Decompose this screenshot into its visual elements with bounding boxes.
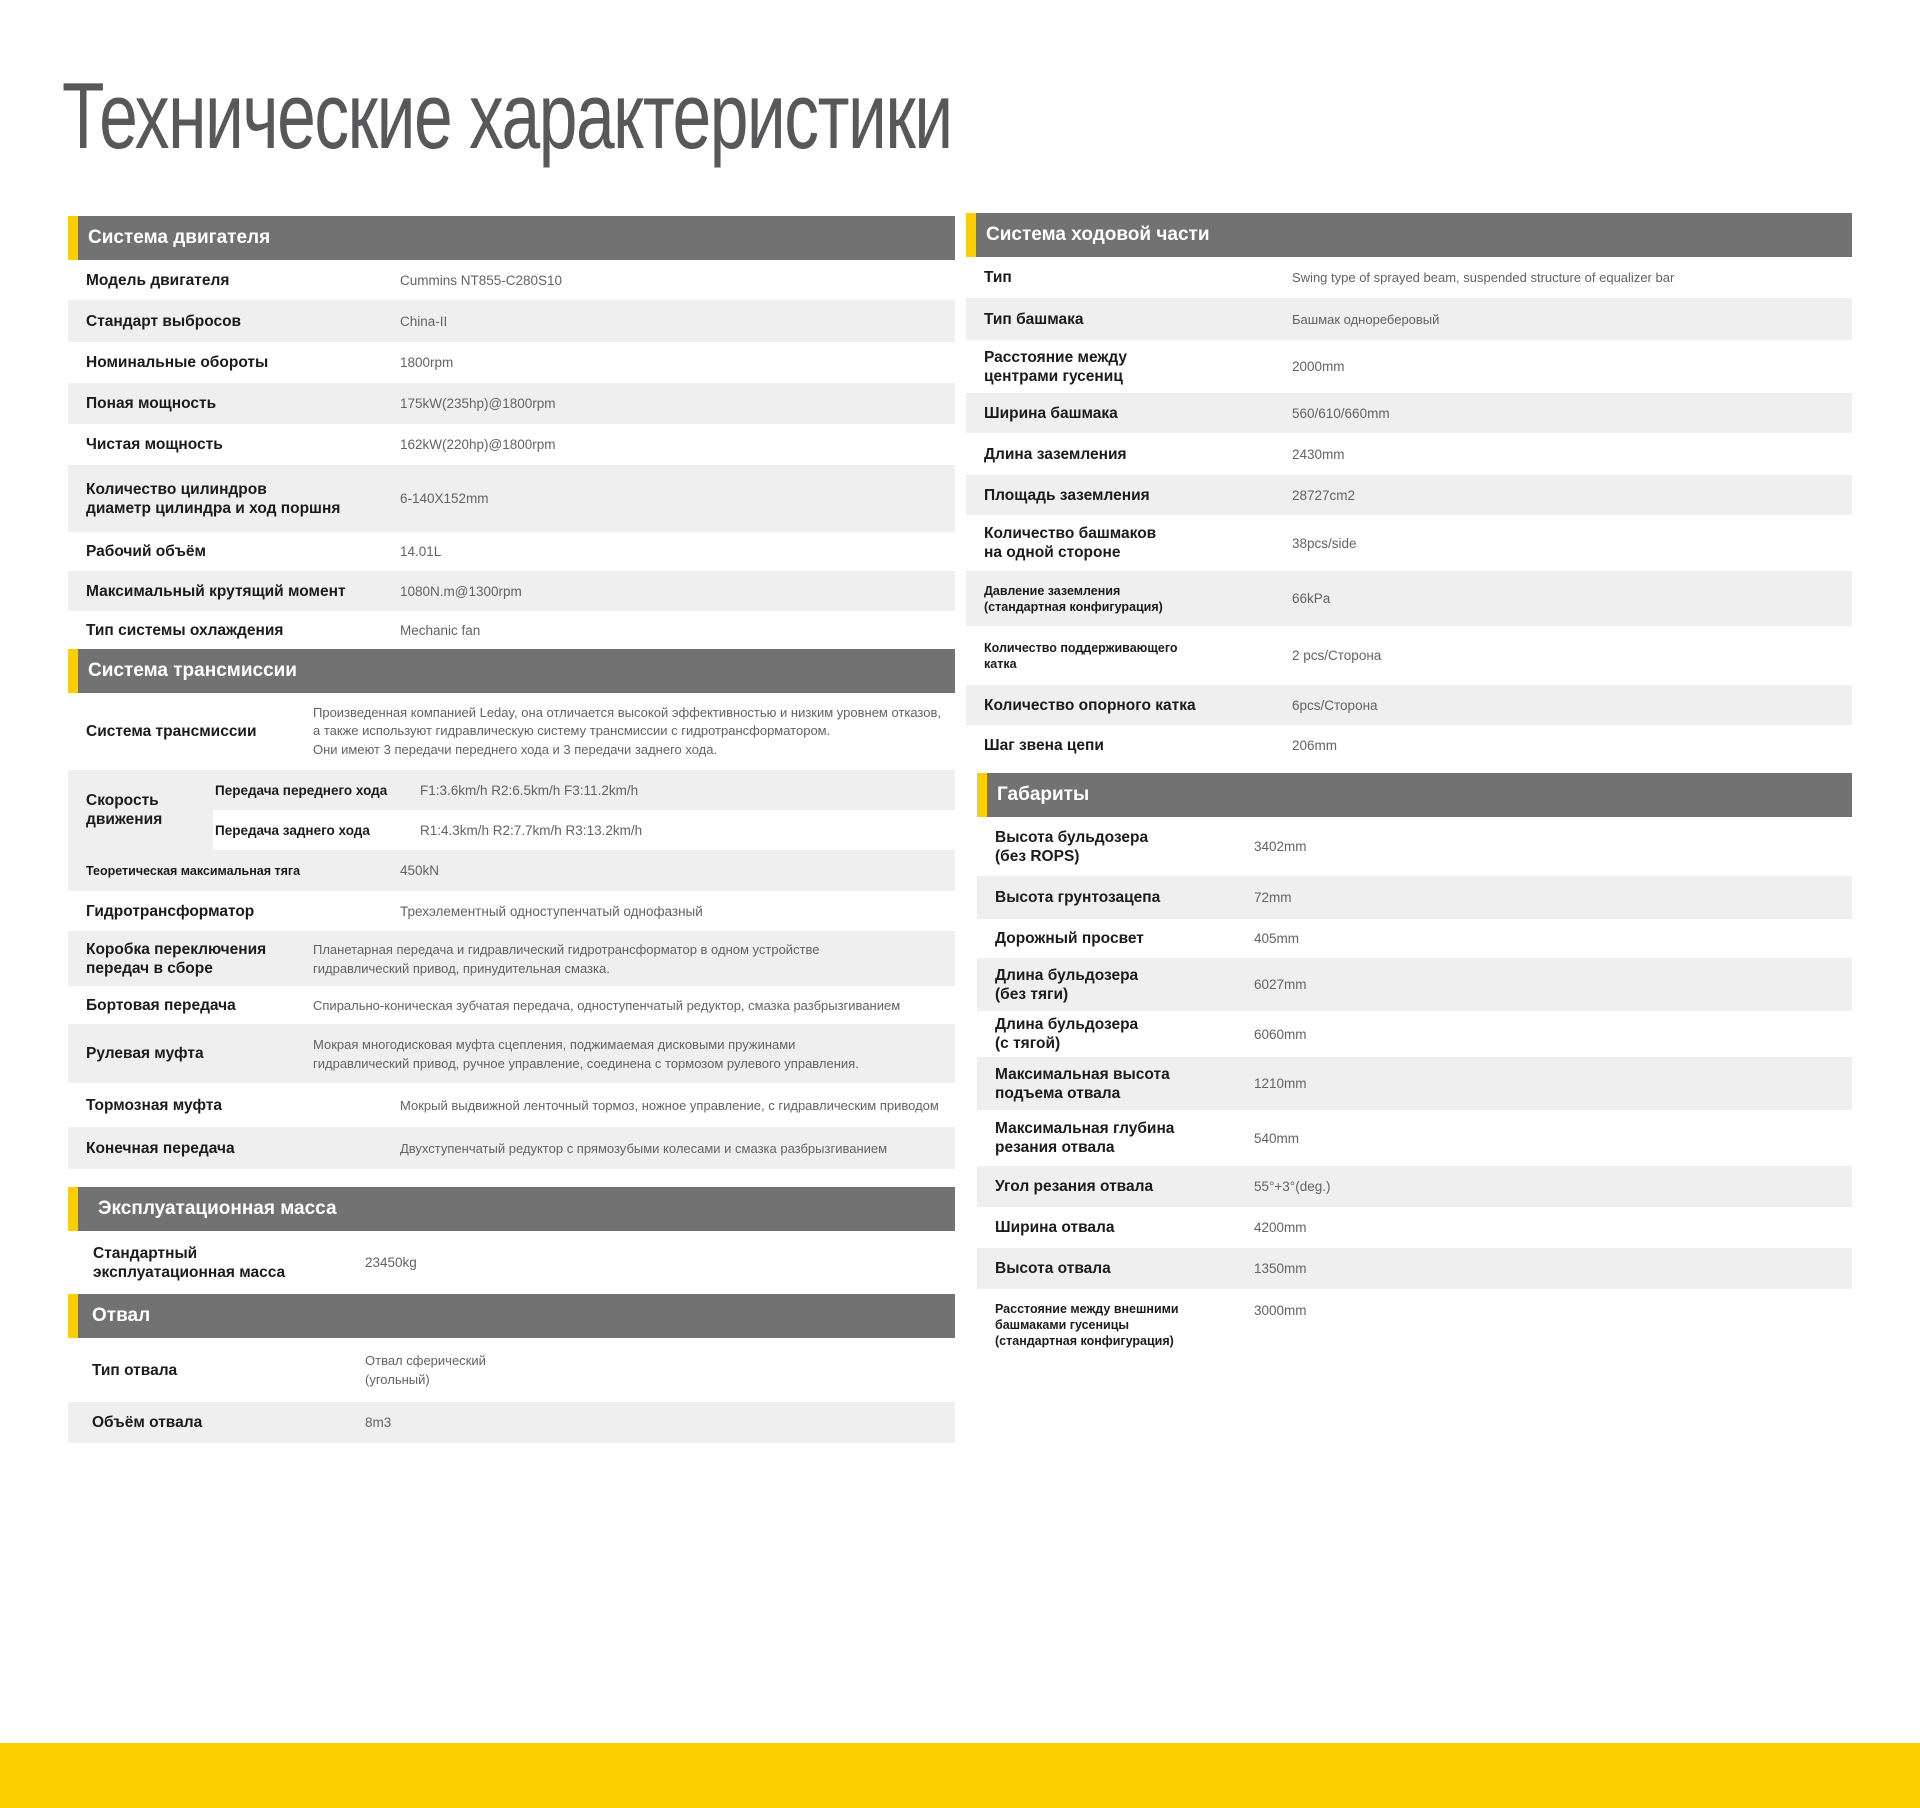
engine-table — [68, 260, 955, 649]
spec-value: Планетарная передача и гидравлический гидротрансформатор в одном устройстве гидравлический привод, принудительная смазка. — [313, 941, 820, 976]
spec-value: 8m3 — [365, 1415, 392, 1430]
spec-label: Длина заземления — [984, 445, 1127, 463]
table-row — [68, 465, 955, 532]
spec-label: Поная мощность — [86, 395, 217, 412]
table-row — [977, 1207, 1852, 1248]
spec-label: Расстояние между центрами гусениц — [984, 348, 1128, 385]
spec-value: 2000mm — [1292, 359, 1345, 374]
spec-label: Высота грунтозацепа — [995, 889, 1161, 906]
spec-label: Ширина отвала — [995, 1219, 1115, 1236]
spec-value: 72mm — [1254, 890, 1292, 905]
spec-label: Количество опорного катка — [984, 696, 1196, 714]
spec-value: 6-140X152mm — [400, 491, 489, 506]
spec-label: Гидротрансформатор — [86, 902, 255, 920]
spec-label: Стандарт выбросов — [86, 312, 242, 330]
spec-label: Рулевая муфта — [86, 1045, 204, 1062]
spec-label: Тип системы охлаждения — [86, 621, 284, 639]
spec-value: 162kW(220hp)@1800rpm — [400, 437, 556, 452]
spec-value: 38pcs/side — [1292, 535, 1357, 551]
spec-label: Дорожный просвет — [995, 930, 1144, 947]
spec-label: Длина бульдозера (без тяги) — [995, 966, 1139, 1003]
spec-label: Рабочий объём — [86, 543, 206, 560]
spec-label: Шаг звена цепи — [984, 736, 1104, 754]
table-row — [977, 1289, 1852, 1361]
table-row — [966, 393, 1852, 433]
spec-value: 206mm — [1292, 737, 1338, 753]
mass-section-header: Эксплуатационная масса — [68, 1187, 955, 1231]
spec-value: Mechanic fan — [400, 622, 481, 638]
table-row — [68, 693, 955, 770]
spec-label: Система трансмиссии — [86, 723, 257, 740]
dimensions-block — [977, 773, 1852, 1361]
spec-label: Площадь заземления — [984, 486, 1150, 504]
table-row — [68, 931, 955, 986]
table-row — [977, 919, 1852, 958]
table-row — [68, 383, 955, 424]
spec-value: 14.01L — [400, 544, 442, 559]
spec-label: Количество башмаков на одной стороне — [984, 525, 1157, 561]
spec-value: 6027mm — [1254, 977, 1307, 992]
spec-label: Теоретическая максимальная тяга — [86, 863, 301, 878]
spec-label: Стандартный эксплуатационная масса — [93, 1244, 286, 1281]
spec-value: 23450kg — [365, 1255, 417, 1270]
spec-label: Бортовая передача — [86, 996, 236, 1014]
spec-label: Тип — [984, 269, 1012, 286]
table-row — [68, 571, 955, 611]
table-row — [966, 725, 1852, 765]
spec-label: Чистая мощность — [86, 436, 223, 453]
table-row — [68, 1083, 955, 1127]
table-row — [966, 685, 1852, 725]
spec-label: Количество поддерживающего катка — [984, 640, 1178, 671]
table-row — [977, 817, 1852, 876]
spec-value: 2430mm — [1292, 446, 1345, 462]
right-column — [966, 213, 1852, 1361]
table-row — [68, 1231, 955, 1294]
spec-value: Cummins NT855-C280S10 — [400, 272, 563, 288]
table-row — [977, 1166, 1852, 1207]
spec-value: 1800rpm — [400, 355, 454, 370]
spec-value: 560/610/660mm — [1292, 405, 1390, 421]
spec-value: Мокрая многодисковая муфта сцепления, поджимаемая дисковыми пружинами гидравлический привод, ручное управление, соединена с тормозом рулевого управления. — [313, 1036, 859, 1071]
undercarriage-table — [966, 257, 1852, 765]
table-row — [966, 340, 1852, 393]
spec-value: 405mm — [1254, 931, 1300, 946]
table-row — [68, 1127, 955, 1169]
table-row — [977, 1110, 1852, 1166]
spec-value: Swing type of sprayed beam, suspended structure of equalizer bar — [1292, 270, 1675, 285]
spec-label: Угол резания отвала — [995, 1178, 1154, 1195]
undercarriage-section-header: Система ходовой части — [966, 213, 1852, 257]
spec-value: 28727cm2 — [1292, 487, 1356, 503]
spec-label: Длина бульдозера (с тягой) — [995, 1016, 1139, 1052]
spec-value: 2 pcs/Сторона — [1292, 648, 1382, 663]
table-row — [977, 1057, 1852, 1110]
table-row — [213, 810, 955, 850]
table-row — [966, 475, 1852, 515]
transmission-section-header: Система трансмиссии — [68, 649, 955, 693]
table-row — [68, 342, 955, 383]
spec-label: Тип отвала — [92, 1361, 178, 1379]
spec-label: Максимальный крутящий момент — [86, 582, 346, 600]
spec-value: 540mm — [1254, 1130, 1300, 1146]
spec-label: Давление заземления (стандартная конфигурация) — [984, 583, 1163, 614]
spec-value: 450kN — [400, 863, 440, 878]
spec-label: Количество цилиндров диаметр цилиндра и ход поршня — [86, 480, 341, 517]
table-row — [977, 1248, 1852, 1289]
table-row — [966, 257, 1852, 298]
table-row — [68, 1024, 955, 1083]
blade-section-header: Отвал — [68, 1294, 955, 1338]
spec-label: Конечная передача — [86, 1139, 235, 1157]
travel-speed-group — [68, 770, 955, 850]
spec-sublabel: Передача переднего хода — [215, 782, 388, 798]
table-row — [68, 986, 955, 1024]
table-row — [977, 958, 1852, 1011]
spec-label: Скорость движения — [68, 770, 213, 850]
spec-value: 1080N.m@1300rpm — [400, 583, 522, 599]
spec-label: Коробка переключения передач в сборе — [86, 940, 267, 977]
spec-label: Номинальные обороты — [86, 354, 269, 371]
spec-value: Спирально-коническая зубчатая передача, одноступенчатый редуктор, смазка разбрызгиванием — [313, 997, 901, 1013]
table-row — [966, 626, 1852, 685]
dimensions-section-header: Габариты — [977, 773, 1852, 817]
spec-value: 4200mm — [1254, 1220, 1307, 1235]
spec-label: Объём отвала — [92, 1414, 203, 1431]
spec-label: Высота отвала — [995, 1260, 1111, 1277]
spec-label: Тормозная муфта — [86, 1096, 223, 1114]
table-row — [966, 515, 1852, 571]
spec-label: Максимальная глубина резания отвала — [995, 1120, 1175, 1156]
spec-value: China-II — [400, 313, 448, 329]
table-row — [68, 1338, 955, 1402]
table-row — [977, 876, 1852, 919]
spec-value: 1210mm — [1254, 1076, 1307, 1091]
table-row — [966, 298, 1852, 340]
table-row — [68, 850, 955, 891]
spec-value: 6pcs/Сторона — [1292, 697, 1378, 713]
spec-value: Отвал сферический (угольный) — [365, 1353, 486, 1387]
table-row — [977, 1011, 1852, 1057]
table-row — [966, 571, 1852, 626]
spec-value: Трехэлементный одноступенчатый однофазный — [400, 903, 703, 919]
spec-value: Мокрый выдвижной ленточный тормоз, ножное управление, с гидравлическим приводом — [400, 1097, 939, 1113]
spec-value: 6060mm — [1254, 1026, 1307, 1042]
spec-label: Ширина башмака — [984, 404, 1118, 422]
spec-value: Произведенная компанией Leday, она отличается высокой эффективностью и низким уровнем отказов, а также используют гидравлическую систему трансмиссии с гидротрансформатором. Они имеют 3 передачи переднего хода и 3 передачи заднего хода. — [313, 704, 941, 757]
table-row — [68, 1402, 955, 1443]
spec-label: Высота бульдозера (без ROPS) — [995, 828, 1149, 865]
table-row — [966, 433, 1852, 475]
spec-value: 66kPa — [1292, 591, 1331, 606]
table-row — [68, 891, 955, 931]
spec-value: 3402mm — [1254, 839, 1307, 854]
spec-value: 175kW(235hp)@1800rpm — [400, 396, 556, 411]
spec-value: 3000mm — [1254, 1303, 1307, 1318]
left-column — [68, 216, 955, 1443]
spec-sublabel: Передача заднего хода — [215, 822, 370, 838]
spec-label: Максимальная высота подъема отвала — [995, 1065, 1170, 1102]
spec-value: 1350mm — [1254, 1261, 1307, 1276]
spec-label: Расстояние между внешними башмаками гусеницы (стандартная конфигурация) — [995, 1302, 1179, 1348]
table-row — [68, 532, 955, 571]
spec-value: Башмак однореберовый — [1292, 311, 1440, 327]
spec-value: Двухступенчатый редуктор с прямозубыми колесами и смазка разбрызгиванием — [400, 1140, 888, 1156]
transmission-table — [68, 693, 955, 1169]
spec-label: Модель двигателя — [86, 271, 230, 289]
spec-value: F1:3.6km/h R2:6.5km/h F3:11.2km/h — [420, 782, 639, 798]
engine-section-header: Система двигателя — [68, 216, 955, 260]
footer-accent-bar — [0, 1743, 1920, 1808]
spec-value: R1:4.3km/h R2:7.7km/h R3:13.2km/h — [420, 822, 643, 838]
spec-label: Тип башмака — [984, 310, 1084, 328]
table-row — [68, 611, 955, 649]
table-row — [68, 260, 955, 300]
page-title: Технические характеристики — [62, 63, 952, 168]
table-row — [68, 300, 955, 342]
spec-value: 55°+3°(deg.) — [1254, 1179, 1331, 1194]
table-row — [68, 424, 955, 465]
table-row — [213, 770, 955, 810]
